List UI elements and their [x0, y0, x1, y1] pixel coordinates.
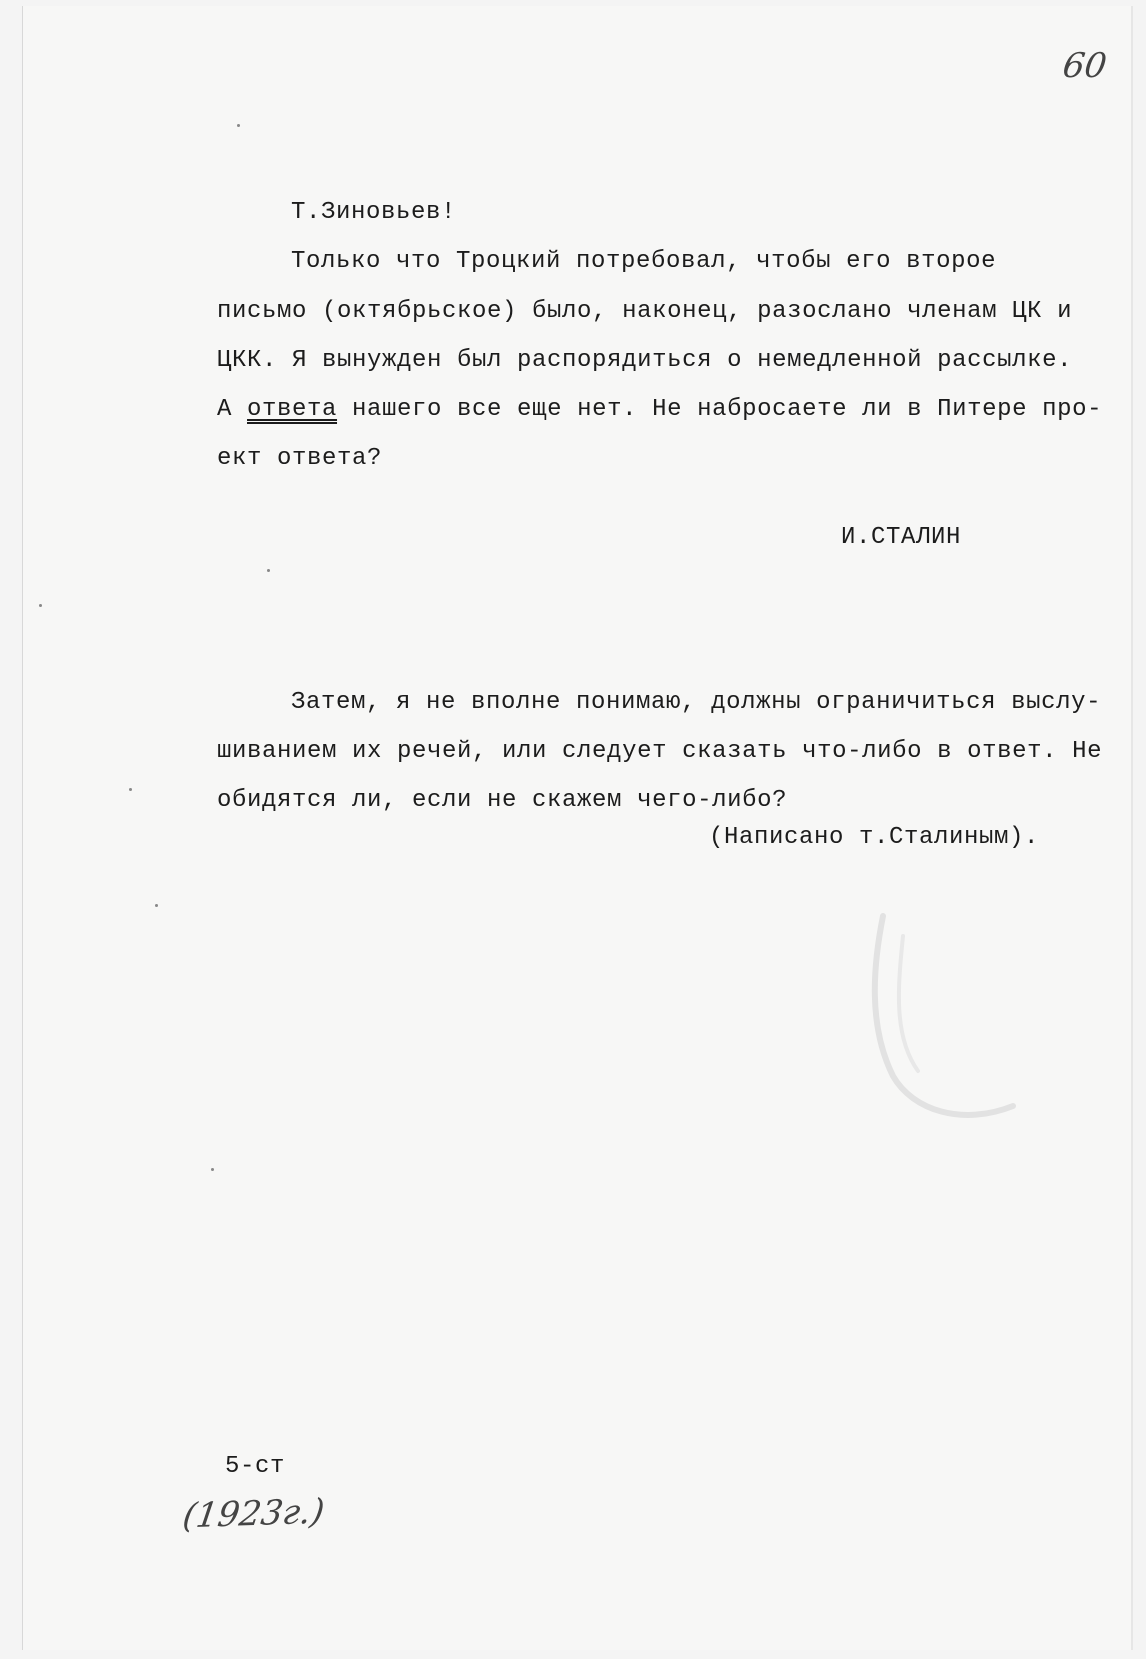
- letter-line-4-start: А: [217, 396, 248, 423]
- note-line-2: шиванием их речей, или следует сказать что-либо в ответ. Не: [217, 738, 1103, 765]
- salutation: Т.Зиновьев!: [291, 199, 457, 226]
- paper-speck: [129, 788, 132, 791]
- letter-line-4-end: нашего все еще нет. Не набросаете ли в Питере про-: [337, 396, 1103, 423]
- letter-line-5: ект ответа?: [217, 445, 383, 472]
- letter-line-2: письмо (октябрьское) было, наконец, разослано членам ЦК и: [217, 298, 1073, 325]
- paper-smudge: [853, 906, 1043, 1136]
- paper-speck: [237, 124, 240, 127]
- letter-line-1: Только что Троцкий потребовал, чтобы его второе: [291, 248, 997, 275]
- note-line-3: обидятся ли, если не скажем чего-либо?: [217, 787, 788, 814]
- document-sheet: [22, 6, 1133, 1650]
- signature: И.СТАЛИН: [841, 524, 962, 551]
- letter-line-4: [217, 396, 1102, 423]
- paper-speck: [211, 1168, 214, 1171]
- letter-line-3: ЦКК. Я вынужден был распорядиться о немедленной рассылке.: [217, 347, 1073, 374]
- paper-speck: [39, 604, 42, 607]
- note-line-1: Затем, я не вполне понимаю, должны ограничиться выслу-: [291, 689, 1102, 716]
- handwritten-year: (1923г.): [180, 1491, 327, 1537]
- page-number-handwritten: 60: [1060, 46, 1110, 86]
- underlined-word: ответа: [247, 396, 338, 423]
- document-code: 5-ст: [225, 1453, 286, 1480]
- paper-speck: [267, 569, 270, 572]
- paper-speck: [155, 904, 158, 907]
- note-attribution: (Написано т.Сталиным).: [709, 824, 1040, 851]
